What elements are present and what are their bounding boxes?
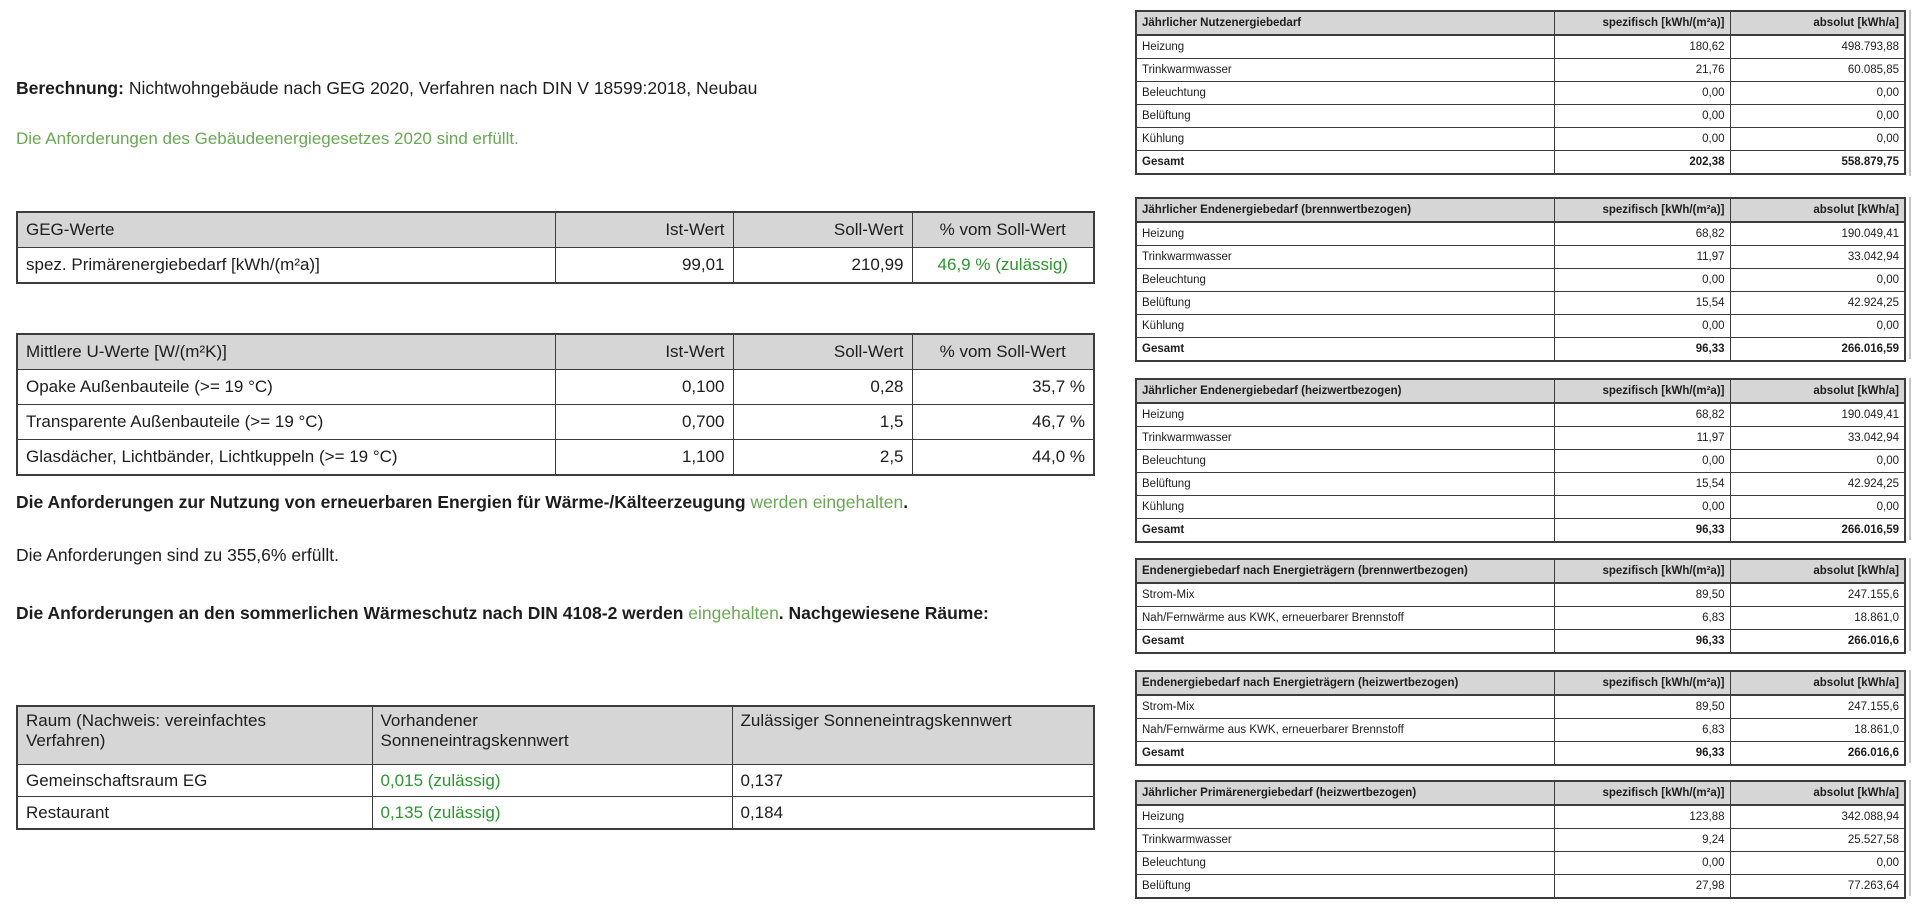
table-row: [1136, 829, 1905, 852]
table-row: [1136, 35, 1905, 59]
cell: 0,00: [1730, 315, 1905, 338]
cell: 0,184: [732, 797, 1094, 830]
cell: 180,62: [1554, 35, 1730, 59]
header-row: [1136, 559, 1905, 583]
table-row: [1136, 519, 1905, 543]
table-row: [1136, 473, 1905, 496]
table-row: [1136, 105, 1905, 128]
cell: Strom-Mix: [1136, 583, 1554, 607]
table-row: [1136, 630, 1905, 654]
cell: Glasdächer, Lichtbänder, Lichtkuppeln (>= 19 °C): [17, 440, 555, 476]
cell: 15,54: [1554, 292, 1730, 315]
calculation-summary-line: [16, 78, 757, 99]
cell: 89,50: [1554, 583, 1730, 607]
cell: 27,98: [1554, 875, 1730, 899]
cell: 35,7 %: [912, 370, 1094, 405]
cell: 0,00: [1730, 105, 1905, 128]
table-row: [17, 248, 1094, 284]
cell: Transparente Außenbauteile (>= 19 °C): [17, 405, 555, 440]
header-row: [1136, 198, 1905, 222]
table-row: [1136, 719, 1905, 742]
header-row: [1136, 781, 1905, 805]
cell: 18.861,0: [1730, 719, 1905, 742]
cell: 77.263,64: [1730, 875, 1905, 899]
cell: Belüftung: [1136, 473, 1554, 496]
table-row: [1136, 742, 1905, 766]
cell: Trinkwarmwasser: [1136, 829, 1554, 852]
adjacent-page-edge: [1909, 780, 1911, 896]
cell: 99,01: [555, 248, 733, 284]
header-row: [17, 706, 1094, 765]
table-row: [1136, 403, 1905, 427]
table-row: [1136, 292, 1905, 315]
cell: Trinkwarmwasser: [1136, 246, 1554, 269]
column-header: absolut [kWh/a]: [1730, 781, 1905, 805]
column-header: absolut [kWh/a]: [1730, 11, 1905, 35]
cell: 0,135 (zulässig): [372, 797, 732, 830]
table-row: [1136, 450, 1905, 473]
cell: 558.879,75: [1730, 151, 1905, 175]
table-row: [1136, 82, 1905, 105]
cell: 247.155,6: [1730, 583, 1905, 607]
renewable-text: Die Anforderungen zur Nutzung von erneuerbaren Energien für Wärme-/Kälteerzeugung: [16, 492, 751, 512]
geg-values-table: [16, 211, 1095, 284]
cell: Nah/Fernwärme aus KWK, erneuerbarer Brennstoff: [1136, 719, 1554, 742]
column-header: Jährlicher Endenergiebedarf (brennwertbezogen): [1136, 198, 1554, 222]
cell: 0,00: [1554, 269, 1730, 292]
table-row: [1136, 695, 1905, 719]
cell: 0,00: [1730, 128, 1905, 151]
cell: 0,00: [1730, 496, 1905, 519]
cell: Trinkwarmwasser: [1136, 59, 1554, 82]
header-line: Vorhandener: [380, 711, 478, 730]
header-line: Zulässiger Sonneneintragskennwert: [740, 711, 1012, 730]
cell: Gesamt: [1136, 151, 1554, 175]
column-header: absolut [kWh/a]: [1730, 559, 1905, 583]
table-row: [1136, 496, 1905, 519]
adjacent-page-edge: [1909, 197, 1911, 359]
header-line: Sonneneintragskennwert: [380, 731, 569, 750]
header-row: [1136, 379, 1905, 403]
table-row: [1136, 607, 1905, 630]
column-header: [732, 706, 1094, 765]
cell: 1,100: [555, 440, 733, 476]
table-row: [17, 765, 1094, 797]
cell: 1,5: [733, 405, 912, 440]
cell: Beleuchtung: [1136, 450, 1554, 473]
table-row: [17, 370, 1094, 405]
column-header: Mittlere U-Werte [W/(m²K)]: [17, 334, 555, 370]
cell: 247.155,6: [1730, 695, 1905, 719]
cell: 210,99: [733, 248, 912, 284]
renewable-energy-requirement-line: [16, 492, 908, 513]
cell: 0,00: [1554, 450, 1730, 473]
table-row: [1136, 59, 1905, 82]
column-header: absolut [kWh/a]: [1730, 671, 1905, 695]
cell: Beleuchtung: [1136, 82, 1554, 105]
adjacent-page-edge: [1909, 558, 1911, 651]
column-header: Soll-Wert: [733, 212, 912, 248]
header-row: [1136, 671, 1905, 695]
cell: 25.527,58: [1730, 829, 1905, 852]
column-header: absolut [kWh/a]: [1730, 379, 1905, 403]
cell: 18.861,0: [1730, 607, 1905, 630]
cell: 202,38: [1554, 151, 1730, 175]
column-header: spezifisch [kWh/(m²a)]: [1554, 198, 1730, 222]
final-energy-demand-net-table: [1135, 378, 1906, 543]
cell: Heizung: [1136, 35, 1554, 59]
cell: 44,0 %: [912, 440, 1094, 476]
cell: Gesamt: [1136, 630, 1554, 654]
column-header: [372, 706, 732, 765]
cell: 342.088,94: [1730, 805, 1905, 829]
cell: 0,137: [732, 765, 1094, 797]
table-row: [1136, 875, 1905, 899]
sun-entry-rooms-table: [16, 705, 1095, 830]
cell: 0,00: [1730, 852, 1905, 875]
cell: spez. Primärenergiebedarf [kWh/(m²a)]: [17, 248, 555, 284]
cell: 0,700: [555, 405, 733, 440]
cell: 0,015 (zulässig): [372, 765, 732, 797]
table-row: [1136, 151, 1905, 175]
column-header: [17, 706, 372, 765]
fulfillment-percentage-line: Die Anforderungen sind zu 355,6% erfüllt.: [16, 545, 339, 565]
column-header: % vom Soll-Wert: [912, 212, 1094, 248]
cell: Kühlung: [1136, 128, 1554, 151]
column-header: GEG-Werte: [17, 212, 555, 248]
cell: 0,00: [1554, 128, 1730, 151]
cell: Belüftung: [1136, 292, 1554, 315]
cell: 42.924,25: [1730, 473, 1905, 496]
table-row: [1136, 805, 1905, 829]
cell: 0,00: [1554, 105, 1730, 128]
header-row: [17, 212, 1094, 248]
energy-carriers-net-table: [1135, 670, 1906, 766]
useful-energy-demand-table: [1135, 10, 1906, 175]
cell: Opake Außenbauteile (>= 19 °C): [17, 370, 555, 405]
cell: 46,7 %: [912, 405, 1094, 440]
table-row: [1136, 315, 1905, 338]
table-row: [1136, 269, 1905, 292]
cell: Kühlung: [1136, 315, 1554, 338]
cell: 96,33: [1554, 630, 1730, 654]
summer-status: eingehalten: [688, 603, 779, 623]
cell: 15,54: [1554, 473, 1730, 496]
cell: 0,00: [1730, 450, 1905, 473]
column-header: Jährlicher Endenergiebedarf (heizwertbezogen): [1136, 379, 1554, 403]
column-header: spezifisch [kWh/(m²a)]: [1554, 781, 1730, 805]
table-row: [1136, 852, 1905, 875]
cell: 2,5: [733, 440, 912, 476]
header-line: Verfahren): [26, 731, 106, 750]
cell: 60.085,85: [1730, 59, 1905, 82]
cell: 0,00: [1554, 496, 1730, 519]
cell: 266.016,59: [1730, 338, 1905, 362]
adjacent-page-edge: [1909, 378, 1911, 540]
column-header: Ist-Wert: [555, 334, 733, 370]
table-row: [17, 797, 1094, 830]
cell: 123,88: [1554, 805, 1730, 829]
energy-carriers-gross-table: [1135, 558, 1906, 654]
cell: Gemeinschaftsraum EG: [17, 765, 372, 797]
final-energy-demand-gross-table: [1135, 197, 1906, 362]
column-header: Endenergiebedarf nach Energieträgern (heizwertbezogen): [1136, 671, 1554, 695]
cell: 96,33: [1554, 519, 1730, 543]
cell: 6,83: [1554, 607, 1730, 630]
column-header: spezifisch [kWh/(m²a)]: [1554, 559, 1730, 583]
cell: 89,50: [1554, 695, 1730, 719]
cell: Kühlung: [1136, 496, 1554, 519]
cell: Strom-Mix: [1136, 695, 1554, 719]
column-header: spezifisch [kWh/(m²a)]: [1554, 671, 1730, 695]
renewable-status: werden eingehalten: [750, 492, 904, 512]
cell: 498.793,88: [1730, 35, 1905, 59]
summer-heat-protection-line: [16, 597, 1104, 629]
header-row: [17, 334, 1094, 370]
cell: Heizung: [1136, 805, 1554, 829]
cell: 6,83: [1554, 719, 1730, 742]
cell: Gesamt: [1136, 742, 1554, 766]
cell: 46,9 % (zulässig): [912, 248, 1094, 284]
cell: 266.016,6: [1730, 630, 1905, 654]
cell: 68,82: [1554, 222, 1730, 246]
cell: 0,100: [555, 370, 733, 405]
column-header: absolut [kWh/a]: [1730, 198, 1905, 222]
cell: 266.016,6: [1730, 742, 1905, 766]
table-row: [1136, 128, 1905, 151]
cell: 33.042,94: [1730, 427, 1905, 450]
cell: 21,76: [1554, 59, 1730, 82]
primary-energy-demand-table: [1135, 780, 1906, 899]
column-header: Ist-Wert: [555, 212, 733, 248]
cell: 266.016,59: [1730, 519, 1905, 543]
table-row: [17, 440, 1094, 476]
calculation-label: Berechnung:: [16, 78, 124, 98]
cell: 190.049,41: [1730, 222, 1905, 246]
column-header: Jährlicher Primärenergiebedarf (heizwertbezogen): [1136, 781, 1554, 805]
column-header: spezifisch [kWh/(m²a)]: [1554, 11, 1730, 35]
cell: Restaurant: [17, 797, 372, 830]
cell: Heizung: [1136, 222, 1554, 246]
column-header: Endenergiebedarf nach Energieträgern (brennwertbezogen): [1136, 559, 1554, 583]
cell: 190.049,41: [1730, 403, 1905, 427]
table-row: [17, 405, 1094, 440]
u-values-table: [16, 333, 1095, 476]
table-row: [1136, 583, 1905, 607]
cell: 33.042,94: [1730, 246, 1905, 269]
cell: 0,00: [1730, 269, 1905, 292]
cell: 96,33: [1554, 338, 1730, 362]
cell: Beleuchtung: [1136, 269, 1554, 292]
cell: 0,00: [1730, 82, 1905, 105]
table-row: [1136, 338, 1905, 362]
cell: Beleuchtung: [1136, 852, 1554, 875]
geg-status-line: Die Anforderungen des Gebäudeenergiegesetzes 2020 sind erfüllt.: [16, 129, 519, 148]
column-header: spezifisch [kWh/(m²a)]: [1554, 379, 1730, 403]
table-row: [1136, 222, 1905, 246]
table-row: [1136, 427, 1905, 450]
cell: 0,28: [733, 370, 912, 405]
renewable-tail: .: [903, 492, 909, 512]
calculation-text: Nichtwohngebäude nach GEG 2020, Verfahren nach DIN V 18599:2018, Neubau: [128, 78, 758, 98]
cell: 42.924,25: [1730, 292, 1905, 315]
cell: Nah/Fernwärme aus KWK, erneuerbarer Brennstoff: [1136, 607, 1554, 630]
header-line: Raum (Nachweis: vereinfachtes: [26, 711, 266, 730]
cell: 0,00: [1554, 82, 1730, 105]
cell: 0,00: [1554, 852, 1730, 875]
cell: 0,00: [1554, 315, 1730, 338]
column-header: Soll-Wert: [733, 334, 912, 370]
cell: Trinkwarmwasser: [1136, 427, 1554, 450]
cell: 68,82: [1554, 403, 1730, 427]
adjacent-page-edge: [1909, 670, 1911, 763]
cell: Belüftung: [1136, 105, 1554, 128]
table-row: [1136, 246, 1905, 269]
column-header: % vom Soll-Wert: [912, 334, 1094, 370]
cell: 11,97: [1554, 427, 1730, 450]
adjacent-page-edge: [1909, 10, 1911, 176]
cell: 11,97: [1554, 246, 1730, 269]
column-header: Jährlicher Nutzenergiebedarf: [1136, 11, 1554, 35]
header-row: [1136, 11, 1905, 35]
summer-text: Die Anforderungen an den sommerlichen Wärmeschutz nach DIN 4108-2 werden: [16, 603, 689, 623]
cell: 9,24: [1554, 829, 1730, 852]
cell: Belüftung: [1136, 875, 1554, 899]
cell: Gesamt: [1136, 338, 1554, 362]
cell: 96,33: [1554, 742, 1730, 766]
summer-tail: . Nachgewiesene Räume:: [778, 603, 989, 623]
cell: Gesamt: [1136, 519, 1554, 543]
cell: Heizung: [1136, 403, 1554, 427]
